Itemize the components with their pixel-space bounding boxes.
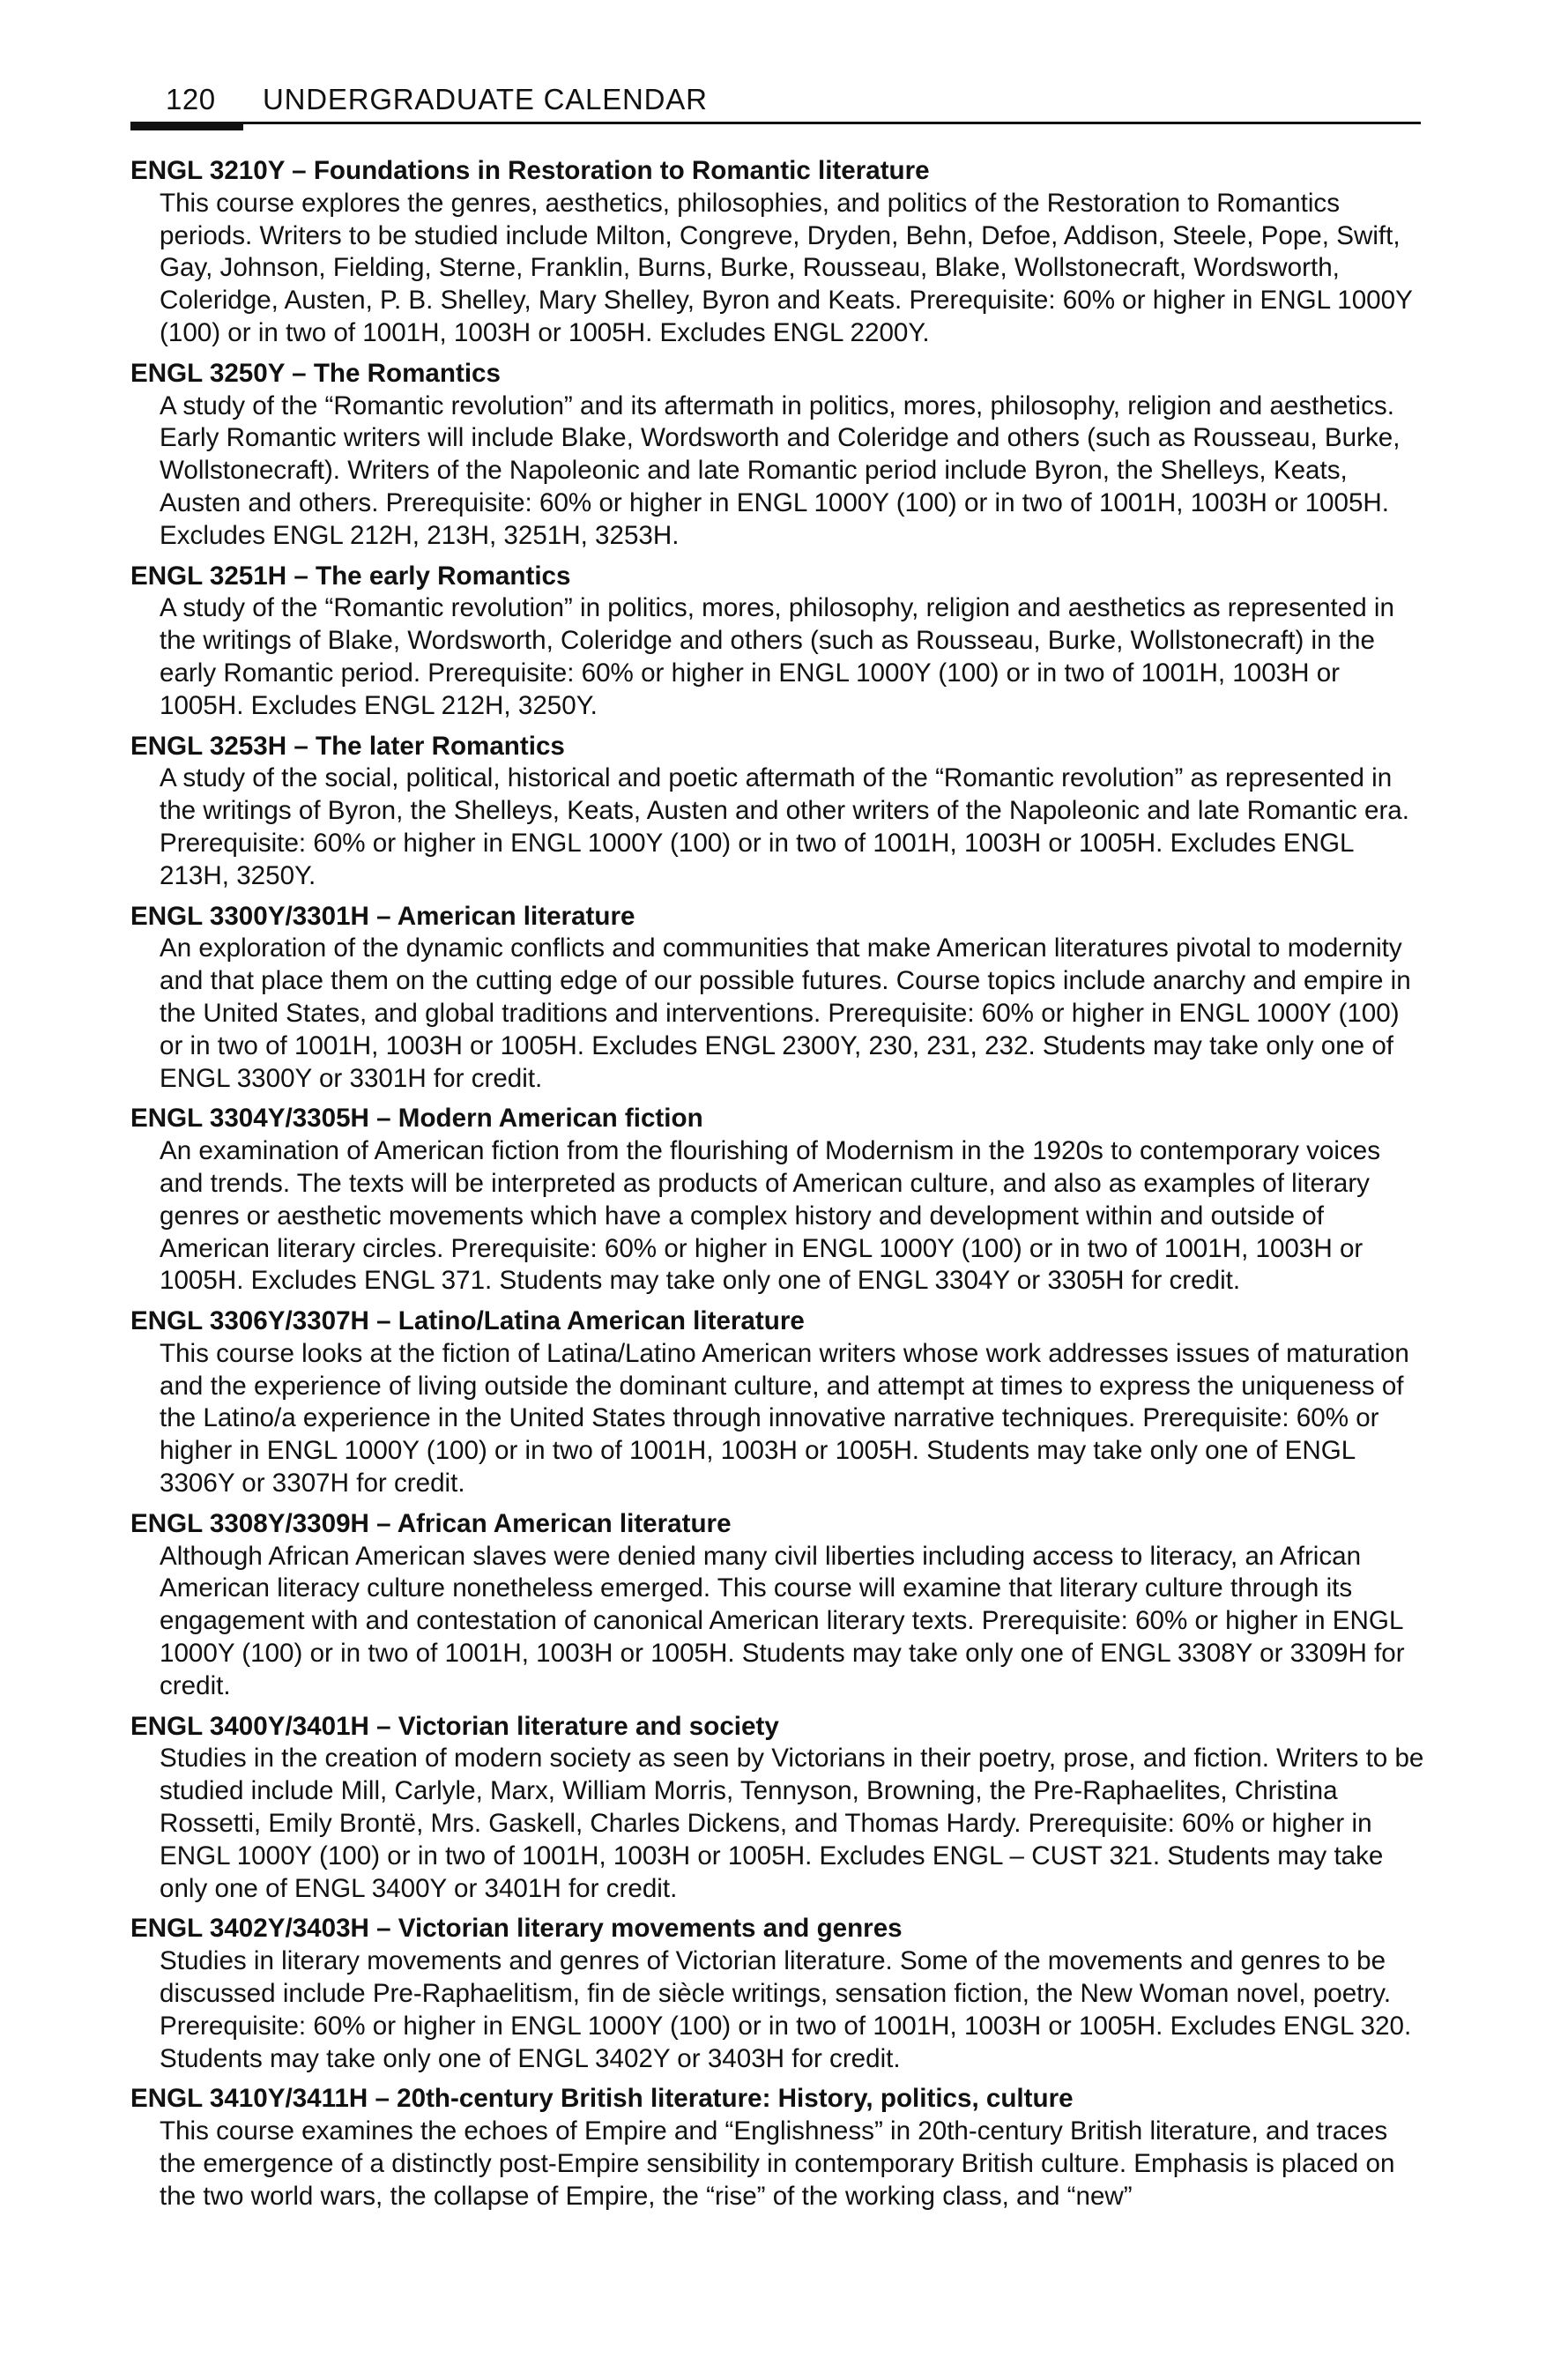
course-entry [130, 1508, 1426, 1703]
course-description: A study of the “Romantic revolution” and its aftermath in politics, mores, philosophy, religion and aesthetics. Early Romantic writers will include Blake, Wordsworth and Coleridge and others (such as Rousseau, Burke, Wollstonecraft). Writers of the Napoleonic and late Romantic period include Byron, the Shelleys, Keats, Austen and others. Prerequisite: 60% or higher in ENGL 1000Y (100) or in two of 1001H, 1003H or 1005H. Excludes ENGL 212H, 213H, 3251H, 3253H. [160, 390, 1401, 550]
course-description: A study of the social, political, historical and poetic aftermath of the “Romantic revolution” as represented in the writings of Byron, the Shelleys, Keats, Austen and other writers of the Napoleonic and late Romantic era. Prerequisite: 60% or higher in ENGL 1000Y (100) or in two of 1001H, 1003H or 1005H. Excludes ENGL 213H, 3250Y. [160, 763, 1409, 890]
course-description: This course examines the echoes of Empire and “Englishness” in 20th-century British literature, and traces the emergence of a distinctly post-Empire sensibility in contemporary British culture. Emphasis is placed on the two world wars, the collapse of Empire, the “rise” of the working class, and “new” [160, 2116, 1395, 2211]
course-title: ENGL 3402Y/3403H – Victorian literary movements and genres [130, 1914, 903, 1944]
course-description: A study of the “Romantic revolution” in politics, mores, philosophy, religion and aesthetics as represented in the writings of Blake, Wordsworth, Coleridge and others (such as Rousseau, Burke, Wollstonecraft) in the early Romantic period. Prerequisite: 60% or higher in ENGL 1000Y (100) or in two of 1001H, 1003H or 1005H. Excludes ENGL 212H, 3250Y. [160, 593, 1394, 720]
course-entry [130, 358, 1426, 553]
header-rule [130, 122, 1421, 124]
course-description: An examination of American fiction from the flourishing of Modernism in the 1920s to contemporary voices and trends. The texts will be interpreted as products of American culture, and also as examples of literary genres or aesthetic movements which have a complex history and development within and outside of American literary circles. Prerequisite: 60% or higher in ENGL 1000Y (100) or in two of 1001H, 1003H or 1005H. Excludes ENGL 371. Students may take only one of ENGL 3304Y or 3305H for credit. [160, 1136, 1381, 1296]
course-description: This course looks at the fiction of Latina/Latino American writers whose work addresses issues of maturation and the experience of living outside the dominant culture, and attempt at times to express the uniqueness of the Latino/a experience in the United States through innovative narrative techniques. Prerequisite: 60% or higher in ENGL 1000Y (100) or in two of 1001H, 1003H or 1005H. Students may take only one of ENGL 3306Y or 3307H for credit. [160, 1338, 1409, 1499]
course-title: ENGL 3300Y/3301H – American literature [130, 901, 635, 931]
page-header [130, 79, 1421, 125]
course-entry [130, 1305, 1426, 1500]
course-list [130, 155, 1426, 2221]
course-description: An exploration of the dynamic conflicts and communities that make American literatures pivotal to modernity and that place them on the cutting edge of our possible futures. Course topics include anarchy and empire in the United States, and global traditions and interventions. Prerequisite: 60% or higher in ENGL 1000Y (100) or in two of 1001H, 1003H or 1005H. Excludes ENGL 2300Y, 230, 231, 232. Students may take only one of ENGL 3300Y or 3301H for credit. [160, 933, 1411, 1093]
course-description: Studies in the creation of modern society as seen by Victorians in their poetry, prose, and fiction. Writers to be studied include Mill, Carlyle, Marx, William Morris, Tennyson, Browning, the Pre-Raphaelites, Christina Rossetti, Emily Brontë, Mrs. Gaskell, Charles Dickens, and Thomas Hardy. Prerequisite: 60% or higher in ENGL 1000Y (100) or in two of 1001H, 1003H or 1005H. Excludes ENGL – CUST 321. Students may take only one of ENGL 3400Y or 3401H for credit. [160, 1744, 1424, 1903]
course-description: Studies in literary movements and genres of Victorian literature. Some of the movements and genres to be discussed include Pre-Raphaelitism, fin de siècle writings, sensation fiction, the New Woman novel, poetry. Prerequisite: 60% or higher in ENGL 1000Y (100) or in two of 1001H, 1003H or 1005H. Excludes ENGL 320. Students may take only one of ENGL 3402Y or 3403H for credit. [160, 1946, 1412, 2073]
course-description: Although African American slaves were denied many civil liberties including access to literacy, an African American literacy culture nonetheless emerged. This course will examine that literary culture through its engagement with and contestation of canonical American literary texts. Prerequisite: 60% or higher in ENGL 1000Y (100) or in two of 1001H, 1003H or 1005H. Students may take only one of ENGL 3308Y or 3309H for credit. [160, 1541, 1405, 1700]
course-entry [130, 2083, 1426, 2213]
course-title: ENGL 3308Y/3309H – African American literature [130, 1508, 732, 1538]
course-entry [130, 1103, 1426, 1298]
course-entry [130, 901, 1426, 1096]
course-entry [130, 155, 1426, 350]
course-entry [130, 561, 1426, 723]
course-title: ENGL 3253H – The later Romantics [130, 731, 565, 761]
course-entry [130, 731, 1426, 893]
course-title: ENGL 3251H – The early Romantics [130, 561, 571, 591]
course-title: ENGL 3410Y/3411H – 20th-century British literature: History, politics, culture [130, 2084, 1074, 2114]
course-description: This course explores the genres, aesthetics, philosophies, and politics of the Restoration to Romantics periods. Writers to be studied include Milton, Congreve, Dryden, Behn, Defoe, Addison, Steele, Pope, Swift, Gay, Johnson, Fielding, Sterne, Franklin, Burns, Burke, Rousseau, Blake, Wollstonecraft, Wordsworth, Coleridge, Austen, P. B. Shelley, Mary Shelley, Byron and Keats. Prerequisite: 60% or higher in ENGL 1000Y (100) or in two of 1001H, 1003H or 1005H. Excludes ENGL 2200Y. [160, 188, 1413, 347]
course-title: ENGL 3250Y – The Romantics [130, 358, 501, 388]
header-rule-tab [130, 122, 243, 130]
page-number: 120 [166, 83, 216, 115]
course-title: ENGL 3306Y/3307H – Latino/Latina American literature [130, 1306, 805, 1336]
course-entry [130, 1913, 1426, 2075]
course-title: ENGL 3304Y/3305H – Modern American fiction [130, 1104, 703, 1134]
course-title: ENGL 3210Y – Foundations in Restoration to Romantic literature [130, 156, 930, 185]
course-title: ENGL 3400Y/3401H – Victorian literature and society [130, 1711, 779, 1741]
running-title: UNDERGRADUATE CALENDAR [263, 83, 708, 115]
course-entry [130, 1711, 1426, 1906]
